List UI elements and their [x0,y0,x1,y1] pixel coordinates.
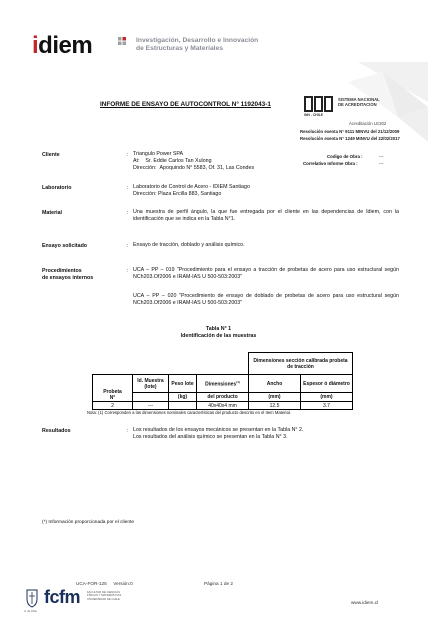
table-note: Nota: (1) Corresponden a las dimensiones nominales características del producto descrito en el Item Material. [87,410,291,415]
client-name: Triangulo Power SPA [133,151,184,157]
website-link[interactable]: www.idiem.cl [351,600,379,605]
header-peso-unit: (kg) [169,393,197,402]
material-label: Material [42,210,63,216]
table-caption: Tabla N° 1 [205,326,232,332]
client-address: Dirección: Apoquindo N° 5583, Of. 31, Las Condes [133,165,255,171]
procedure-2: UCA – PP – 020 "Procedimiento de ensayo de doblado de probetas de acero para uso estructural según NCh203.Of2006 e IRAM-IAS U 500-503:2003" [133,293,399,306]
results-line-1: Los resultados de los ensayos mecánicos se presentan en la Tabla N° 2. [133,427,304,433]
client-attn: At: Sr. Eddie Carlos Tan Xulong [133,158,212,164]
idiem-logo [32,32,392,62]
colon: : [127,152,129,158]
accreditation: Acreditación LE302 [349,121,387,126]
results-line-2: Los resultados del análisis químico se presentan en la Tabla N° 3. [133,434,288,440]
header-ancho-unit: (mm) [249,393,301,402]
header-peso: Peso lote [169,375,197,393]
cell-probeta: 2 [93,402,133,410]
cell-espesor: 3.7 [301,402,353,410]
client-label: Cliente [42,152,60,158]
form-code: UCA-FOR-125 Versión:0 [76,581,133,586]
colon: : [127,243,129,249]
header-espesor: Espesor ó diámetro [301,375,353,393]
report-corr-value: --- [379,161,384,166]
resolution-1: Resolución exenta N° 9111 MINVU del 21/12/2009 [300,129,400,134]
page-number: Página 1 de 2 [204,581,233,586]
laboratory-name: Laboratorio de Control de Acero - IDIEM Santiago [133,184,250,190]
samples-table [92,352,353,410]
logo-tagline: Investigación, Desarrollo e Innovación de Estructuras y Materiales [136,37,259,52]
accreditor-name: SISTEMA NACIONAL DE ACREDITACION [338,97,380,107]
colon: : [127,268,129,274]
laboratory-address: Dirección: Plaza Ercilla 883, Santiago [133,191,222,197]
header-dim: Dimensiones$^{(1)}$ [197,375,249,393]
table-row [93,402,353,410]
university-name: U. de Chile [24,610,37,613]
colon: : [127,210,129,216]
header-espesor-unit: (mm) [301,393,353,402]
cell-dim: 40x40x4 mm [197,402,249,410]
inn-logo-icon [304,95,334,113]
report-title: INFORME DE ENSAYO DE AUTOCONTROL N° 1192043-1 [100,101,271,108]
material-text: Una muestra de perfil ángulo, la que fue entregada por el cliente en las dependencias de Idiem, con la identificación que se indica en la Tabla N°1. [133,209,399,222]
client-info-note: (*) Información proporcionada por el cliente [42,520,134,525]
cell-id: --- [133,402,169,410]
university-crest-icon [26,588,38,608]
work-code-label: Codigo de Obra : [327,154,363,159]
results-label: Resultados [42,428,71,434]
colon: : [127,428,129,434]
header-id: Id. Muestra (lote) [133,375,169,393]
test-label: Ensayo solicitado [42,243,88,249]
group-header: Dimensiones sección calibrada probeta de tracción [249,353,353,375]
colon: : [127,185,129,191]
fcfm-logo: fcfm [44,587,81,607]
test-text: Ensayo de tracción, doblado y análisis químico. [133,242,245,248]
idiem-wordmark: idiem [32,32,93,59]
header-ancho: Ancho [249,375,301,393]
resolution-2: Resolución exenta N° 1249 MINVU del 22/02/2017 [300,136,400,141]
procedure-1: UCA – PP – 019 "Procedimiento para el ensayo a tracción de probetas de acero para uso estructural según NCh203.Of2006 e IRAM-IAS U 500-503:2003" [133,267,399,280]
cell-peso [169,402,197,410]
logo-square-icon [118,37,126,45]
laboratory-label: Laboratorio [42,185,72,191]
cell-ancho: 12.5 [249,402,301,410]
report-corr-label: Correlativo Informe Obra : [303,161,358,166]
table-subcaption: Identificación de las muestras [180,333,257,339]
accreditor-sub: INN - CHILE [304,113,324,117]
work-code-value: --- [379,154,384,159]
fcfm-subtitle: FACULTAD DE CIENCIAS FÍSICAS Y MATEMÁTICAS UNIVERSIDAD DE CHILE [87,590,122,601]
header-probeta: Probeta N° [93,375,133,402]
header-dim-unit: del producto [197,393,249,402]
procedures-label: Procedimientos de ensayos internos [42,268,94,281]
